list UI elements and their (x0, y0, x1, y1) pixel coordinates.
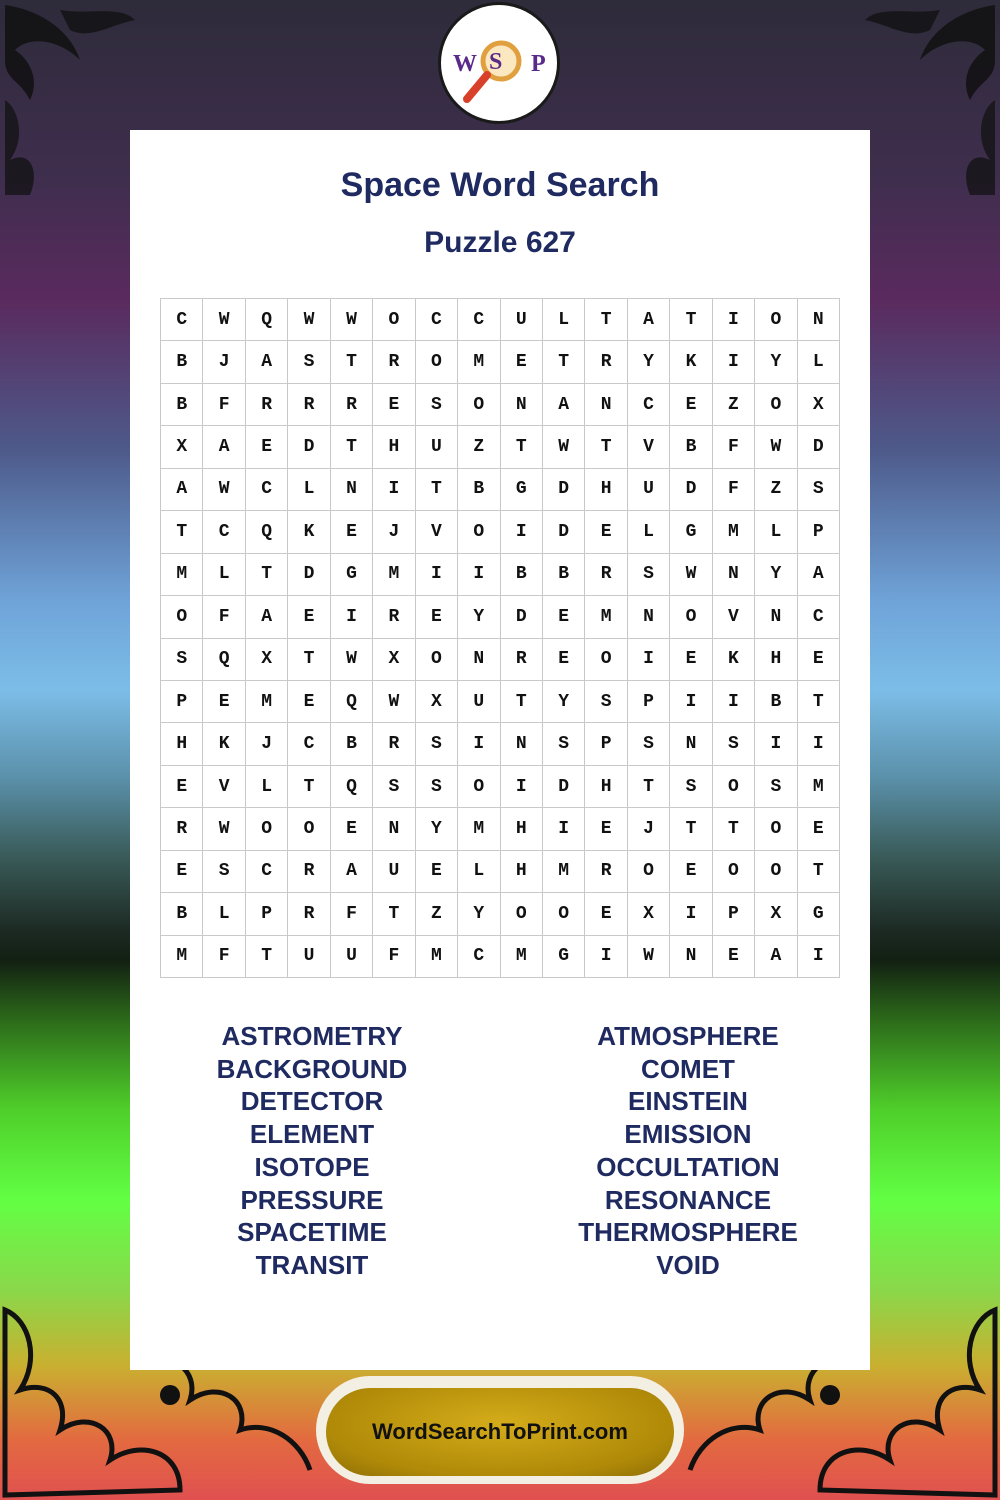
grid-cell[interactable]: S (288, 341, 330, 383)
grid-cell[interactable]: F (713, 469, 755, 511)
grid-cell[interactable]: Q (331, 766, 373, 808)
grid-cell[interactable]: I (585, 936, 627, 978)
puzzle-title: Space Word Search (340, 166, 660, 204)
grid-cell[interactable]: N (373, 808, 415, 850)
word-item: EMISSION (624, 1119, 752, 1150)
grid-cell[interactable]: M (543, 851, 585, 893)
grid-cell[interactable]: V (713, 596, 755, 638)
grid-cell[interactable]: Y (543, 681, 585, 723)
grid-cell[interactable]: O (713, 851, 755, 893)
grid-cell[interactable]: O (585, 639, 627, 681)
grid-cell[interactable]: J (373, 511, 415, 553)
grid-cell[interactable]: F (373, 936, 415, 978)
grid-cell[interactable]: E (585, 808, 627, 850)
grid-cell[interactable]: K (288, 511, 330, 553)
grid-cell[interactable]: E (670, 639, 712, 681)
grid-cell[interactable]: P (246, 893, 288, 935)
grid-cell[interactable]: N (713, 554, 755, 596)
grid-cell[interactable]: E (331, 808, 373, 850)
grid-cell[interactable]: S (798, 469, 840, 511)
grid-cell[interactable]: S (416, 723, 458, 765)
grid-cell[interactable]: T (331, 426, 373, 468)
grid-cell[interactable]: O (373, 299, 415, 341)
grid-cell[interactable]: O (755, 384, 797, 426)
grid-cell[interactable]: P (713, 893, 755, 935)
word-item: ELEMENT (249, 1119, 375, 1150)
grid-cell[interactable]: E (501, 341, 543, 383)
grid-cell[interactable]: O (713, 766, 755, 808)
logo-letter-s: S (489, 49, 503, 75)
grid-cell[interactable]: T (798, 851, 840, 893)
word-item: ASTROMETRY (221, 1021, 403, 1051)
grid-cell[interactable]: C (416, 299, 458, 341)
grid-cell[interactable]: B (755, 681, 797, 723)
grid-cell[interactable]: E (161, 766, 203, 808)
grid-cell[interactable]: I (713, 299, 755, 341)
grid-cell[interactable]: Y (755, 554, 797, 596)
grid-cell[interactable]: L (628, 511, 670, 553)
letter-grid[interactable] (160, 298, 840, 978)
word-item: TRANSIT (255, 1249, 369, 1280)
grid-cell[interactable]: D (670, 469, 712, 511)
grid-cell[interactable]: K (203, 723, 245, 765)
grid-cell[interactable]: Z (713, 384, 755, 426)
grid-cell[interactable]: A (246, 596, 288, 638)
puzzle-number: Puzzle 627 (424, 226, 576, 259)
grid-cell[interactable]: A (331, 851, 373, 893)
grid-cell[interactable]: A (755, 936, 797, 978)
grid-cell[interactable]: P (798, 511, 840, 553)
grid-cell[interactable]: R (373, 596, 415, 638)
word-item: RESONANCE (604, 1184, 772, 1215)
grid-cell[interactable]: W (203, 299, 245, 341)
grid-cell[interactable]: T (713, 808, 755, 850)
grid-cell[interactable]: U (288, 936, 330, 978)
grid-cell[interactable]: J (628, 808, 670, 850)
grid-cell[interactable]: W (203, 808, 245, 850)
grid-cell[interactable]: W (755, 426, 797, 468)
grid-cell[interactable]: G (543, 936, 585, 978)
grid-cell[interactable]: E (331, 511, 373, 553)
grid-cell[interactable]: A (798, 554, 840, 596)
grid-cell[interactable]: E (288, 681, 330, 723)
grid-cell[interactable]: D (543, 469, 585, 511)
grid-cell[interactable]: R (288, 893, 330, 935)
grid-cell[interactable]: S (628, 554, 670, 596)
grid-cell[interactable]: U (458, 681, 500, 723)
grid-cell[interactable]: J (246, 723, 288, 765)
grid-cell[interactable]: A (628, 299, 670, 341)
grid-cell[interactable]: T (798, 681, 840, 723)
grid-cell[interactable]: M (458, 341, 500, 383)
grid-cell[interactable]: E (543, 596, 585, 638)
grid-cell[interactable]: G (670, 511, 712, 553)
grid-cell[interactable]: W (373, 681, 415, 723)
grid-cell[interactable]: C (628, 384, 670, 426)
grid-cell[interactable]: B (161, 893, 203, 935)
grid-cell[interactable]: P (628, 681, 670, 723)
grid-cell[interactable]: H (755, 639, 797, 681)
grid-cell[interactable]: S (373, 766, 415, 808)
grid-cell[interactable]: T (501, 681, 543, 723)
grid-cell[interactable]: N (501, 723, 543, 765)
grid-cell[interactable]: O (755, 851, 797, 893)
grid-cell[interactable]: O (543, 893, 585, 935)
grid-cell[interactable]: C (458, 299, 500, 341)
grid-cell[interactable]: T (670, 808, 712, 850)
grid-cell[interactable]: I (670, 893, 712, 935)
grid-cell[interactable]: N (755, 596, 797, 638)
grid-cell[interactable]: O (288, 808, 330, 850)
grid-cell[interactable]: M (161, 936, 203, 978)
grid-cell[interactable]: T (288, 766, 330, 808)
grid-cell[interactable]: F (203, 936, 245, 978)
grid-cell[interactable]: H (585, 766, 627, 808)
grid-cell[interactable]: I (713, 341, 755, 383)
grid-cell[interactable]: E (670, 851, 712, 893)
grid-cell[interactable]: I (458, 723, 500, 765)
grid-cell[interactable]: T (543, 341, 585, 383)
grid-cell[interactable]: M (501, 936, 543, 978)
word-item: THERMOSPHERE (578, 1217, 798, 1248)
grid-cell[interactable]: O (246, 808, 288, 850)
grid-cell[interactable]: I (501, 511, 543, 553)
grid-cell[interactable]: T (585, 426, 627, 468)
grid-cell[interactable]: A (203, 426, 245, 468)
grid-cell[interactable]: O (501, 893, 543, 935)
grid-cell[interactable]: R (288, 851, 330, 893)
grid-cell[interactable]: T (331, 341, 373, 383)
grid-cell[interactable]: X (628, 893, 670, 935)
grid-cell[interactable]: T (585, 299, 627, 341)
grid-cell[interactable]: S (755, 766, 797, 808)
grid-cell[interactable]: U (416, 426, 458, 468)
grid-cell[interactable]: X (161, 426, 203, 468)
grid-cell[interactable]: X (798, 384, 840, 426)
grid-cell[interactable]: M (246, 681, 288, 723)
grid-cell[interactable]: W (288, 299, 330, 341)
word-item: VOID (656, 1249, 720, 1280)
grid-cell[interactable]: Y (458, 596, 500, 638)
grid-cell[interactable]: F (713, 426, 755, 468)
grid-cell[interactable]: B (161, 384, 203, 426)
grid-cell[interactable]: M (373, 554, 415, 596)
grid-cell[interactable]: B (501, 554, 543, 596)
grid-cell[interactable]: P (585, 723, 627, 765)
grid-cell[interactable]: E (161, 851, 203, 893)
grid-cell[interactable]: E (585, 893, 627, 935)
word-list-right (538, 1020, 838, 1282)
grid-cell[interactable]: B (458, 469, 500, 511)
grid-cell[interactable]: O (755, 299, 797, 341)
grid-cell[interactable]: R (585, 554, 627, 596)
grid-cell[interactable]: I (798, 936, 840, 978)
grid-cell[interactable]: J (203, 341, 245, 383)
grid-cell[interactable]: H (501, 808, 543, 850)
grid-cell[interactable]: U (628, 469, 670, 511)
grid-cell[interactable]: L (798, 341, 840, 383)
grid-cell[interactable]: R (373, 341, 415, 383)
grid-cell[interactable]: S (416, 766, 458, 808)
grid-cell[interactable]: A (246, 341, 288, 383)
grid-cell[interactable]: T (288, 639, 330, 681)
grid-cell[interactable]: N (458, 639, 500, 681)
grid-cell[interactable]: I (331, 596, 373, 638)
grid-cell[interactable]: N (501, 384, 543, 426)
grid-cell[interactable]: T (416, 469, 458, 511)
grid-cell[interactable]: R (501, 639, 543, 681)
grid-cell[interactable]: L (755, 511, 797, 553)
grid-cell[interactable]: C (798, 596, 840, 638)
grid-cell[interactable]: O (161, 596, 203, 638)
grid-cell[interactable]: W (543, 426, 585, 468)
grid-cell[interactable]: Z (755, 469, 797, 511)
grid-cell[interactable]: D (543, 766, 585, 808)
grid-cell[interactable]: W (331, 299, 373, 341)
grid-cell[interactable]: G (501, 469, 543, 511)
grid-cell[interactable]: S (161, 639, 203, 681)
grid-cell[interactable]: H (585, 469, 627, 511)
grid-cell[interactable]: T (628, 766, 670, 808)
grid-cell[interactable]: L (543, 299, 585, 341)
grid-cell[interactable]: R (246, 384, 288, 426)
grid-cell[interactable]: E (798, 639, 840, 681)
grid-cell[interactable]: L (203, 893, 245, 935)
grid-cell[interactable]: L (458, 851, 500, 893)
grid-cell[interactable]: S (416, 384, 458, 426)
grid-cell[interactable]: S (670, 766, 712, 808)
grid-cell[interactable]: Q (331, 681, 373, 723)
grid-cell[interactable]: I (755, 723, 797, 765)
grid-cell[interactable]: W (670, 554, 712, 596)
word-item: OCCULTATION (596, 1151, 780, 1182)
grid-cell[interactable]: E (373, 384, 415, 426)
grid-cell[interactable]: D (288, 554, 330, 596)
grid-cell[interactable]: K (670, 341, 712, 383)
site-link-button[interactable]: WordSearchToPrint.com (326, 1388, 674, 1476)
word-item: DETECTOR (240, 1086, 384, 1117)
grid-cell[interactable]: D (798, 426, 840, 468)
wsp-logo (438, 2, 560, 124)
grid-cell[interactable]: H (161, 723, 203, 765)
grid-cell[interactable]: E (670, 384, 712, 426)
grid-cell[interactable]: I (670, 681, 712, 723)
grid-cell[interactable]: U (373, 851, 415, 893)
grid-cell[interactable]: F (203, 596, 245, 638)
grid-cell[interactable]: I (798, 723, 840, 765)
grid-cell[interactable]: G (331, 554, 373, 596)
grid-cell[interactable]: M (161, 554, 203, 596)
grid-cell[interactable]: G (798, 893, 840, 935)
grid-cell[interactable]: F (203, 384, 245, 426)
grid-cell[interactable]: I (628, 639, 670, 681)
grid-cell[interactable]: S (203, 851, 245, 893)
grid-cell[interactable]: I (501, 766, 543, 808)
grid-cell[interactable]: E (288, 596, 330, 638)
grid-cell[interactable]: M (585, 596, 627, 638)
grid-cell[interactable]: N (628, 596, 670, 638)
grid-cell[interactable]: R (288, 384, 330, 426)
grid-cell[interactable]: K (713, 639, 755, 681)
logo-letter-w: W (453, 51, 477, 77)
word-item: PRESSURE (240, 1184, 384, 1215)
grid-cell[interactable]: B (670, 426, 712, 468)
grid-cell[interactable]: N (585, 384, 627, 426)
grid-cell[interactable]: I (543, 808, 585, 850)
grid-cell[interactable]: C (288, 723, 330, 765)
grid-cell[interactable]: N (798, 299, 840, 341)
grid-cell[interactable]: O (416, 639, 458, 681)
grid-cell[interactable]: L (288, 469, 330, 511)
grid-cell[interactable]: A (161, 469, 203, 511)
grid-cell[interactable]: Q (246, 299, 288, 341)
grid-cell[interactable]: Y (416, 808, 458, 850)
grid-cell[interactable]: R (331, 384, 373, 426)
grid-cell[interactable]: L (203, 554, 245, 596)
grid-cell[interactable]: X (246, 639, 288, 681)
grid-cell[interactable]: T (246, 936, 288, 978)
grid-cell[interactable]: I (713, 681, 755, 723)
grid-cell[interactable]: Z (458, 426, 500, 468)
grid-cell[interactable]: Q (246, 511, 288, 553)
word-item: COMET (641, 1053, 735, 1084)
grid-cell[interactable]: B (543, 554, 585, 596)
logo-letter-p: P (531, 51, 546, 77)
grid-cell[interactable]: R (373, 723, 415, 765)
grid-cell[interactable]: C (458, 936, 500, 978)
grid-cell[interactable]: E (798, 808, 840, 850)
grid-cell[interactable]: M (416, 936, 458, 978)
word-list-left (162, 1020, 462, 1282)
word-item: SPACETIME (237, 1217, 387, 1248)
grid-cell[interactable]: C (161, 299, 203, 341)
grid-cell[interactable]: O (755, 808, 797, 850)
grid-cell[interactable]: R (585, 851, 627, 893)
grid-cell[interactable]: S (713, 723, 755, 765)
word-item: EINSTEIN (628, 1086, 748, 1117)
grid-cell[interactable]: X (755, 893, 797, 935)
grid-cell[interactable]: E (416, 596, 458, 638)
grid-cell[interactable]: R (585, 341, 627, 383)
grid-cell[interactable]: O (458, 511, 500, 553)
grid-cell[interactable]: V (203, 766, 245, 808)
grid-cell[interactable]: S (543, 723, 585, 765)
grid-cell[interactable]: T (161, 511, 203, 553)
grid-cell[interactable]: S (585, 681, 627, 723)
grid-cell[interactable]: N (331, 469, 373, 511)
grid-cell[interactable]: E (713, 936, 755, 978)
grid-cell[interactable]: C (203, 511, 245, 553)
grid-cell[interactable]: X (373, 639, 415, 681)
grid-cell[interactable]: E (246, 426, 288, 468)
grid-cell[interactable]: O (628, 851, 670, 893)
word-item: ATMOSPHERE (597, 1021, 779, 1051)
grid-cell[interactable]: U (331, 936, 373, 978)
grid-cell[interactable]: D (543, 511, 585, 553)
grid-cell[interactable]: T (373, 893, 415, 935)
grid-cell[interactable]: W (331, 639, 373, 681)
grid-cell[interactable]: V (416, 511, 458, 553)
grid-cell[interactable]: T (246, 554, 288, 596)
grid-cell[interactable]: E (416, 851, 458, 893)
grid-cell[interactable]: E (543, 639, 585, 681)
grid-cell[interactable]: I (458, 554, 500, 596)
grid-cell[interactable]: M (713, 511, 755, 553)
grid-cell[interactable]: N (670, 936, 712, 978)
grid-cell[interactable]: Q (203, 639, 245, 681)
grid-cell[interactable]: R (161, 808, 203, 850)
grid-cell[interactable]: D (501, 596, 543, 638)
grid-cell[interactable]: M (798, 766, 840, 808)
grid-cell[interactable]: W (628, 936, 670, 978)
grid-cell[interactable]: H (501, 851, 543, 893)
grid-cell[interactable]: O (458, 384, 500, 426)
grid-cell[interactable]: Z (416, 893, 458, 935)
grid-cell[interactable]: U (501, 299, 543, 341)
grid-cell[interactable]: X (416, 681, 458, 723)
grid-cell[interactable]: D (288, 426, 330, 468)
grid-cell[interactable]: V (628, 426, 670, 468)
grid-cell[interactable]: O (458, 766, 500, 808)
grid-cell[interactable]: Y (628, 341, 670, 383)
grid-cell[interactable]: S (628, 723, 670, 765)
grid-cell[interactable]: Y (755, 341, 797, 383)
grid-cell[interactable]: O (416, 341, 458, 383)
grid-cell[interactable]: A (543, 384, 585, 426)
grid-cell[interactable]: C (246, 469, 288, 511)
grid-cell[interactable]: C (246, 851, 288, 893)
grid-cell[interactable]: B (331, 723, 373, 765)
grid-cell[interactable]: T (670, 299, 712, 341)
grid-cell[interactable]: I (416, 554, 458, 596)
grid-cell[interactable]: E (585, 511, 627, 553)
grid-cell[interactable]: T (501, 426, 543, 468)
grid-cell[interactable]: P (161, 681, 203, 723)
grid-cell[interactable]: I (373, 469, 415, 511)
grid-cell[interactable]: L (246, 766, 288, 808)
grid-cell[interactable]: B (161, 341, 203, 383)
grid-cell[interactable]: W (203, 469, 245, 511)
grid-cell[interactable]: Y (458, 893, 500, 935)
grid-cell[interactable]: E (203, 681, 245, 723)
grid-cell[interactable]: H (373, 426, 415, 468)
word-item: BACKGROUND (216, 1053, 408, 1084)
grid-cell[interactable]: M (458, 808, 500, 850)
grid-cell[interactable]: F (331, 893, 373, 935)
grid-cell[interactable]: O (670, 596, 712, 638)
grid-cell[interactable]: N (670, 723, 712, 765)
word-item: ISOTOPE (254, 1151, 370, 1182)
